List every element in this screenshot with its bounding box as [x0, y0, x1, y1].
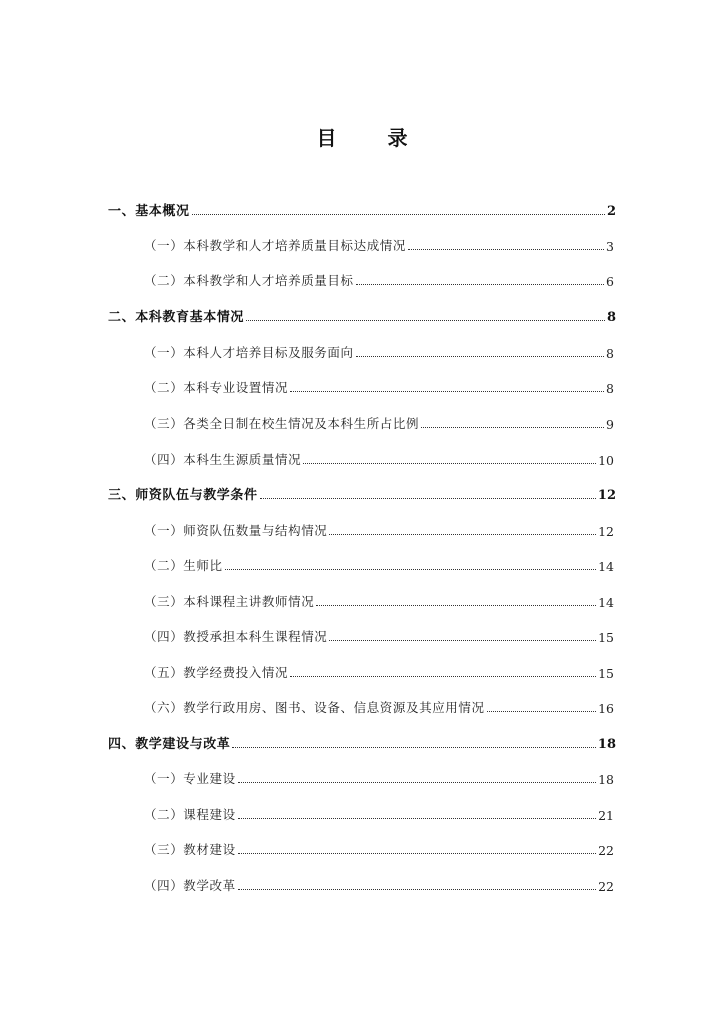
- toc-dot-leader: [329, 534, 596, 535]
- toc-dot-leader: [303, 463, 596, 464]
- toc-page-number: 3: [606, 239, 614, 254]
- toc-page-number: 14: [598, 559, 614, 574]
- toc-page-number: 12: [597, 488, 616, 503]
- toc-dot-leader: [290, 391, 604, 392]
- toc-item-label: （四）教学改革: [144, 878, 236, 893]
- toc-item-3-1[interactable]: [144, 519, 614, 539]
- toc-item-label: （五）教学经费投入情况: [144, 665, 289, 680]
- toc-section-4[interactable]: [108, 732, 616, 752]
- toc-section-1[interactable]: [108, 199, 616, 219]
- toc-item-label: （一）师资队伍数量与结构情况: [144, 523, 328, 538]
- toc-item-label: （四）教授承担本科生课程情况: [144, 629, 328, 644]
- toc-item-4-3[interactable]: [144, 838, 614, 858]
- toc-page-number: 6: [606, 274, 614, 289]
- toc-item-label: （三）教材建设: [144, 842, 236, 857]
- toc-page-number: 2: [606, 204, 616, 219]
- page-title: 目 录: [316, 126, 430, 150]
- toc-dot-leader: [356, 356, 604, 357]
- toc-item-2-2[interactable]: [144, 376, 614, 396]
- toc-dot-leader: [329, 640, 596, 641]
- toc-item-2-3[interactable]: [144, 412, 614, 432]
- toc-item-1-2[interactable]: [144, 269, 614, 289]
- toc-section-label: 四、教学建设与改革: [108, 737, 231, 752]
- toc-dot-leader: [408, 249, 604, 250]
- toc-dot-leader: [260, 498, 596, 499]
- toc-item-3-5[interactable]: [144, 661, 614, 681]
- toc-item-label: （一）本科人才培养目标及服务面向: [144, 345, 354, 360]
- toc-item-4-2[interactable]: [144, 803, 614, 823]
- toc-page-number: 9: [606, 417, 614, 432]
- toc-item-label: （三）本科课程主讲教师情况: [144, 594, 315, 609]
- toc-item-3-4[interactable]: [144, 625, 614, 645]
- toc-item-2-4[interactable]: [144, 448, 614, 468]
- toc-dot-leader: [238, 818, 596, 819]
- toc-item-4-1[interactable]: [144, 767, 614, 787]
- toc-item-label: （一）本科教学和人才培养质量目标达成情况: [144, 238, 407, 253]
- toc-item-label: （二）本科专业设置情况: [144, 380, 289, 395]
- toc-page-number: 8: [606, 346, 614, 361]
- toc-page-number: 18: [597, 737, 616, 752]
- toc-item-label: （二）生师比: [144, 558, 223, 573]
- toc-dot-leader: [232, 747, 596, 748]
- toc-page-number: 18: [598, 772, 614, 787]
- toc-item-label: （二）课程建设: [144, 807, 236, 822]
- toc-dot-leader: [238, 782, 596, 783]
- toc-dot-leader: [238, 853, 596, 854]
- toc-dot-leader: [290, 676, 596, 677]
- toc-page-number: 8: [606, 381, 614, 396]
- toc-dot-leader: [316, 605, 596, 606]
- toc-page-number: 16: [598, 701, 614, 716]
- toc-page-number: 14: [598, 595, 614, 610]
- toc-item-4-4[interactable]: [144, 874, 614, 894]
- toc-item-label: （六）教学行政用房、图书、设备、信息资源及其应用情况: [144, 700, 485, 715]
- toc-section-2[interactable]: [108, 305, 616, 325]
- toc-dot-leader: [421, 427, 604, 428]
- toc-item-1-1[interactable]: [144, 234, 614, 254]
- toc-item-label: （三）各类全日制在校生情况及本科生所占比例: [144, 416, 420, 431]
- toc-dot-leader: [356, 284, 604, 285]
- toc-section-label: 一、基本概况: [108, 204, 190, 219]
- toc-page-number: 12: [598, 524, 614, 539]
- toc-dot-leader: [192, 214, 605, 215]
- toc-page-number: 22: [598, 843, 614, 858]
- toc-page-number: 10: [598, 453, 614, 468]
- toc-item-label: （一）专业建设: [144, 771, 236, 786]
- toc-page-number: 21: [598, 808, 614, 823]
- toc-item-2-1[interactable]: [144, 341, 614, 361]
- toc-section-label: 三、师资队伍与教学条件: [108, 488, 258, 503]
- toc-dot-leader: [238, 889, 596, 890]
- toc-dot-leader: [225, 569, 596, 570]
- toc-section-label: 二、本科教育基本情况: [108, 310, 245, 325]
- toc-item-3-2[interactable]: [144, 554, 614, 574]
- toc-dot-leader: [487, 711, 596, 712]
- toc-page-number: 15: [598, 666, 614, 681]
- toc-item-3-3[interactable]: [144, 590, 614, 610]
- toc-page-number: 8: [606, 310, 616, 325]
- toc-item-label: （二）本科教学和人才培养质量目标: [144, 273, 354, 288]
- toc-page-number: 15: [598, 630, 614, 645]
- toc-item-label: （四）本科生生源质量情况: [144, 452, 302, 467]
- toc-section-3[interactable]: [108, 483, 616, 503]
- toc-item-3-6[interactable]: [144, 696, 614, 716]
- toc-page-number: 22: [598, 879, 614, 894]
- toc-dot-leader: [246, 320, 605, 321]
